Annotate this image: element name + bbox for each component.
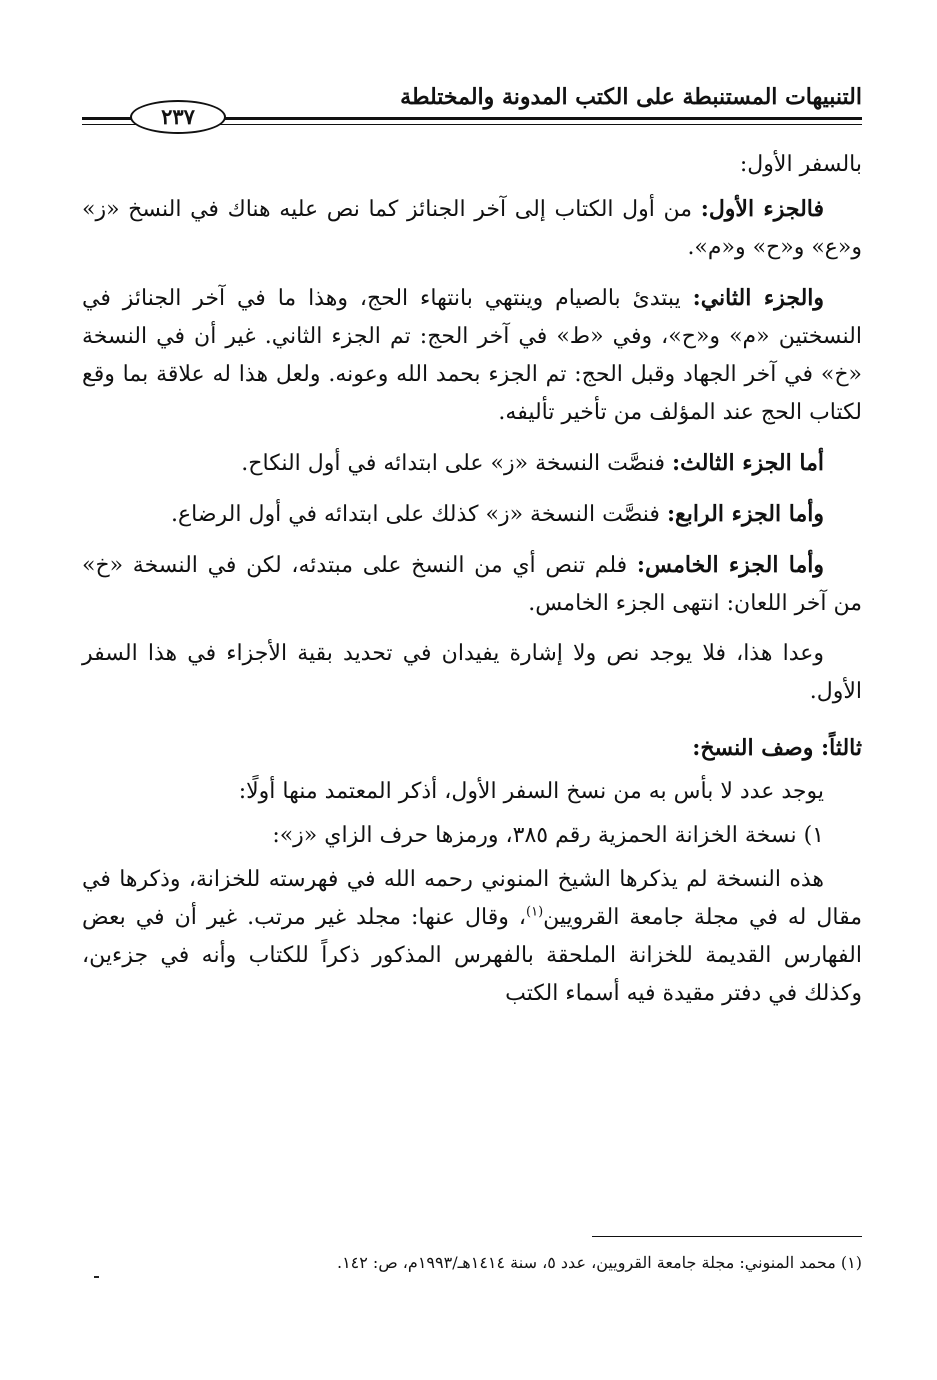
paragraph-part-one — [82, 190, 862, 267]
paragraph-lead: أما الجزء الثالث: — [671, 450, 824, 476]
paragraph-text: يبتدئ بالصيام وينتهي بانتهاء الحج، وهذا ما في آخر الجنائز في النسختين «م» و«ح»، وفي «ط» في آخر الحج: تم الجزء الثاني. غير أن في النسخة «خ» في آخر الجهاد وقبل الحج: تم الجزء بحمد الله وعونه. ولعل هذا له علاقة بما وقع لكتاب الحج عند المؤلف من تأخير تأليفه. — [82, 286, 862, 425]
paragraph-lead: والجزء الثاني: — [692, 285, 825, 311]
paragraph-text: من أول الكتاب إلى آخر الجنائز كما نص عليه هناك في النسخ «ز» و«ع» و«ح» و«م». — [82, 197, 862, 260]
book-page — [82, 0, 862, 1380]
footnote: (١) محمد المنوني: مجلة جامعة القرويين، عدد ٥، سنة ١٤١٤هـ/١٩٩٣م، ص: ١٤٢. — [336, 1253, 862, 1272]
paragraph-part-five — [82, 546, 862, 623]
paragraph-part-two — [82, 279, 862, 432]
paragraph-lead: فالجزء الأول: — [700, 196, 824, 222]
paragraph-remaining-parts: وعدا هذا، فلا يوجد نص ولا إشارة يفيدان في تحديد بقية الأجزاء في هذا السفر الأول. — [82, 641, 862, 704]
paragraph-intro: بالسفر الأول: — [739, 152, 862, 177]
paragraph-lead: وأما الجزء الرابع: — [666, 501, 824, 527]
paragraph-text: ، وقال عنها: مجلد غير مرتب. غير أن في بعض الفهارس القديمة للخزانة الملحقة بالفهرس المذكور ذكراً للكتاب وأنه في جزءين، وكذلك في دفتر مقيدة فيه أسماء الكتب — [82, 905, 862, 1006]
body-text — [82, 146, 862, 1025]
paragraph-part-three — [82, 444, 862, 483]
section-heading: ثالثاً: وصف النسخ: — [692, 735, 862, 761]
paragraph-text: فنصَّت النسخة «ز» كذلك على ابتدائه في أول الرضاع. — [171, 502, 667, 527]
paragraph-text: فنصَّت النسخة «ز» على ابتدائه في أول النكاح. — [241, 451, 672, 476]
footnote-reference: (١) — [526, 904, 544, 920]
paragraph-copy-one: ١) نسخة الخزانة الحمزية رقم ٣٨٥، ورمزها حرف الزاي «ز»: — [272, 823, 824, 848]
paragraph-copy-description — [82, 861, 862, 1013]
paragraph-text: فلم تنص أي من النسخ على مبتدئه، لكن في النسخة «خ» من آخر اللعان: انتهى الجزء الخامس. — [82, 553, 862, 616]
paragraph-lead: وأما الجزء الخامس: — [636, 552, 825, 578]
paragraph-part-four — [82, 495, 862, 534]
running-header-title: التنبيهات المستنبطة على الكتب المدونة والمختلطة — [400, 84, 862, 110]
paragraph-text: هذه النسخة لم يذكرها الشيخ المنوني رحمه الله في فهرسته للخزانة، وذكرها في مقال له في مجلة جامعة القرويين — [82, 867, 862, 930]
page-number: ٢٣٧ — [130, 100, 226, 134]
page-mark — [94, 1276, 99, 1278]
paragraph-copies-intro: يوجد عدد لا بأس به من نسخ السفر الأول، أذكر المعتمد منها أولًا: — [238, 779, 824, 804]
footnote-divider — [592, 1236, 862, 1237]
